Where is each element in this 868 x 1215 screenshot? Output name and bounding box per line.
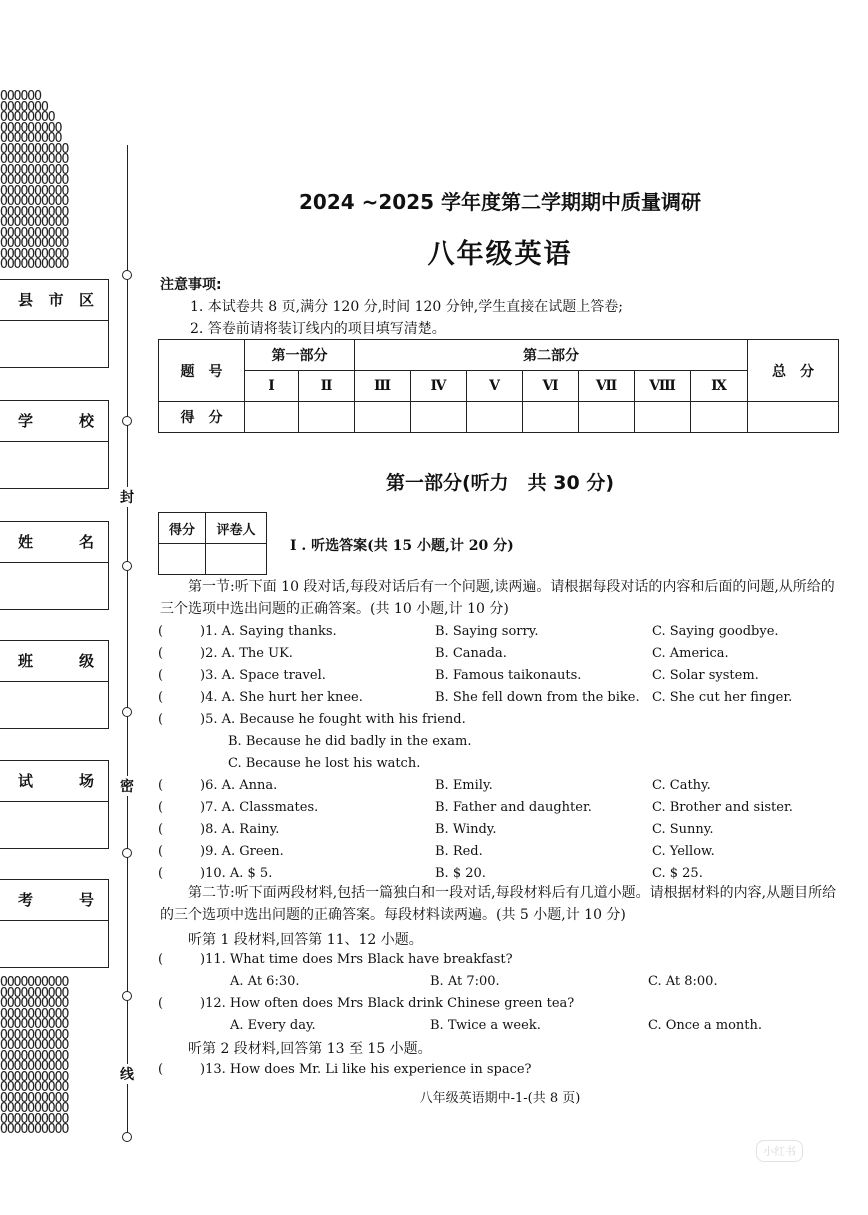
option-a: )5. A. Because he fought with his friend. [200, 712, 466, 727]
option-a: )4. A. She hurt her knee. [200, 690, 363, 705]
class-field[interactable] [0, 640, 109, 729]
option-b: B. Emily. [435, 778, 493, 793]
question-row [158, 712, 848, 734]
option-b: B. Windy. [435, 822, 497, 837]
option-c: C. $ 25. [652, 866, 703, 881]
option-c: C. She cut her finger. [652, 690, 793, 705]
answer-bracket[interactable]: ( [158, 712, 164, 727]
question-row [158, 822, 848, 844]
score-cell[interactable] [467, 402, 523, 433]
answer-bracket[interactable]: ( [158, 952, 164, 967]
option-b: B. She fell down from the bike. [435, 690, 640, 705]
option-b: B. Twice a week. [430, 1018, 541, 1033]
binding-ring [122, 270, 132, 280]
option-a: )1. A. Saying thanks. [200, 624, 337, 639]
decorative-dot-pattern-bottom: OOOOOOOOOO OOOOOOOOOO OOOOOOOOOO OOOOOOOOOO OOOOOOOOOO OOOOOOOOOO OOOOOOOOOO OOOOOOOOOO OOOOOOOOOO OOOOOOOOOO OOOOOOOOOO OOOOOOOOOO OOOOOOOOOO OOOOOOOOOO OOOOOOOOOO [0, 975, 69, 1137]
answer-bracket[interactable]: ( [158, 822, 164, 837]
notice-heading: 注意事项: [160, 277, 222, 293]
answer-bracket[interactable]: ( [158, 1062, 164, 1077]
school-field[interactable] [0, 400, 109, 489]
option-a: )9. A. Green. [200, 844, 284, 859]
option-a: )10. A. $ 5. [200, 866, 273, 881]
binding-ring [122, 1132, 132, 1142]
option-c: C. Saying goodbye. [652, 624, 779, 639]
total-score-cell[interactable] [748, 402, 839, 433]
option-b: B. Father and daughter. [435, 800, 592, 815]
option-c: C. Yellow. [652, 844, 715, 859]
question-stem: )11. What time does Mrs Black have breakfast? [200, 952, 513, 967]
exam-number-field[interactable] [0, 879, 109, 968]
exam-subject: 八年级英语 [427, 239, 573, 270]
numeral-cell: Ⅸ [691, 371, 748, 402]
name-label: 姓 名 [18, 533, 94, 551]
part-one-title: 第一部分(听力 共 30 分) [385, 472, 615, 494]
section-title: I . 听选答案(共 15 小题,计 20 分) [290, 538, 514, 554]
notice-item: 1. 本试卷共 8 页,满分 120 分,时间 120 分钟,学生直接在试题上答卷; [190, 299, 623, 315]
option-b: B. Famous taikonauts. [435, 668, 582, 683]
exam-number-label: 考 号 [18, 891, 94, 909]
question-row [158, 624, 848, 646]
seal-mark: 封 [120, 487, 134, 507]
seal-mark: 密 [120, 776, 134, 796]
answer-bracket[interactable]: ( [158, 800, 164, 815]
option-a: )8. A. Rainy. [200, 822, 280, 837]
score-cell[interactable] [579, 402, 635, 433]
option-b: B. Because he did badly in the exam. [228, 734, 472, 749]
part1-header: 第一部分 [245, 340, 355, 371]
total-header: 总 分 [748, 340, 839, 402]
score-cell[interactable] [355, 402, 411, 433]
line-mark: 线 [120, 1064, 134, 1084]
answer-bracket[interactable]: ( [158, 778, 164, 793]
binding-ring [122, 991, 132, 1001]
name-field[interactable] [0, 521, 109, 610]
score-cell[interactable] [245, 402, 299, 433]
option-b: B. Red. [435, 844, 483, 859]
option-c: C. Brother and sister. [652, 800, 793, 815]
binding-ring [122, 561, 132, 571]
question-row [158, 1062, 848, 1084]
option-c: C. Once a month. [648, 1018, 763, 1033]
option-b: B. Saying sorry. [435, 624, 539, 639]
binding-ring [122, 707, 132, 717]
option-b: B. $ 20. [435, 866, 486, 881]
answer-bracket[interactable]: ( [158, 996, 164, 1011]
score-cell[interactable] [299, 402, 355, 433]
score-cell[interactable] [691, 402, 748, 433]
numeral-cell: Ⅶ [579, 371, 635, 402]
question-number-header: 题 号 [159, 340, 245, 402]
answer-bracket[interactable]: ( [158, 844, 164, 859]
question-stem: )12. How often does Mrs Black drink Chinese green tea? [200, 996, 575, 1011]
question-row [158, 800, 848, 822]
question-row [158, 668, 848, 690]
option-a: )7. A. Classmates. [200, 800, 319, 815]
numeral-cell: Ⅳ [411, 371, 467, 402]
part2-header: 第二部分 [355, 340, 748, 371]
score-row-label: 得 分 [159, 402, 245, 433]
notice-item: 2. 答卷前请将装订线内的项目填写清楚。 [190, 321, 446, 337]
option-b: B. Canada. [435, 646, 507, 661]
decorative-dot-pattern-top: OOOOOO OOOOOOO OOOOOOOO OOOOOOOOO OOOOOOOOO OOOOOOOOOO OOOOOOOOOO OOOOOOOOOO OOOOOOOOOO OOOOOOOOOO OOOOOOOOOO OOOOOOOOOO OOOOOOOOOO OOOOOOOOOO OOOOOOOOOO OOOOOOOOOO OOOOOOOOOO [0, 89, 69, 272]
binding-ring [122, 848, 132, 858]
question-stem: )13. How does Mr. Li like his experience in space? [200, 1062, 532, 1077]
answer-bracket[interactable]: ( [158, 866, 164, 881]
section2-intro: 第二节:听下面两段材料,包括一篇独白和一段对话,每段材料后有几道小题。请根据材料的内容,从题目所给的三个选项中选出问题的正确答案。每段材料读两遍。(共 5 小题,计 10 分) [160, 885, 837, 923]
grader-table [158, 512, 267, 575]
option-a: )2. A. The UK. [200, 646, 293, 661]
page-footer: 八年级英语期中-1-(共 8 页) [419, 1091, 581, 1106]
score-cell[interactable] [635, 402, 691, 433]
county-field[interactable] [0, 279, 109, 368]
option-a: A. Every day. [230, 1018, 316, 1033]
option-c: C. Cathy. [652, 778, 711, 793]
material1-instruction: 听第 1 段材料,回答第 11、12 小题。 [188, 932, 423, 948]
question-row [158, 996, 848, 1018]
answer-bracket[interactable]: ( [158, 690, 164, 705]
question-options [158, 974, 848, 996]
numeral-cell: Ⅲ [355, 371, 411, 402]
score-cell[interactable] [411, 402, 467, 433]
numeral-cell: Ⅱ [299, 371, 355, 402]
exam-title: 2024 ~2025 学年度第二学期期中质量调研 [298, 190, 701, 214]
score-table [158, 339, 839, 433]
exam-room-label: 试 场 [18, 772, 94, 790]
option-c: C. At 8:00. [648, 974, 718, 989]
score-cell[interactable] [523, 402, 579, 433]
option-a: )6. A. Anna. [200, 778, 278, 793]
grader-score-label: 得分 [159, 513, 206, 544]
answer-bracket[interactable]: ( [158, 646, 164, 661]
section1-intro: 第一节:听下面 10 段对话,每段对话后有一个问题,读两遍。请根据每段对话的内容和后面的问题,从所给的三个选项中选出问题的正确答案。(共 10 小题,计 10 分) [160, 579, 835, 617]
grader-name-cell[interactable] [206, 544, 267, 575]
school-label: 学 校 [18, 412, 94, 430]
question-row [158, 646, 848, 668]
binding-ring [122, 416, 132, 426]
numeral-cell: Ⅷ [635, 371, 691, 402]
material2-instruction: 听第 2 段材料,回答第 13 至 15 小题。 [188, 1041, 432, 1057]
option-c: C. Because he lost his watch. [228, 756, 421, 771]
question-row [158, 952, 848, 974]
numeral-cell: I [245, 371, 299, 402]
question-row-continued [158, 756, 848, 778]
answer-bracket[interactable]: ( [158, 624, 164, 639]
option-b: B. At 7:00. [430, 974, 500, 989]
question-row [158, 844, 848, 866]
grader-score-cell[interactable] [159, 544, 206, 575]
exam-room-field[interactable] [0, 760, 109, 849]
question-row-continued [158, 734, 848, 756]
option-a: A. At 6:30. [230, 974, 300, 989]
option-c: C. America. [652, 646, 729, 661]
answer-bracket[interactable]: ( [158, 668, 164, 683]
numeral-cell: V [467, 371, 523, 402]
option-c: C. Solar system. [652, 668, 759, 683]
watermark-logo: 小红书 [756, 1140, 803, 1162]
option-a: )3. A. Space travel. [200, 668, 326, 683]
question-row [158, 690, 848, 712]
question-options [158, 1018, 848, 1040]
county-label: 县 市 区 [18, 291, 94, 309]
class-label: 班 级 [18, 652, 94, 670]
numeral-cell: Ⅵ [523, 371, 579, 402]
option-c: C. Sunny. [652, 822, 714, 837]
question-row [158, 778, 848, 800]
grader-label: 评卷人 [206, 513, 267, 544]
